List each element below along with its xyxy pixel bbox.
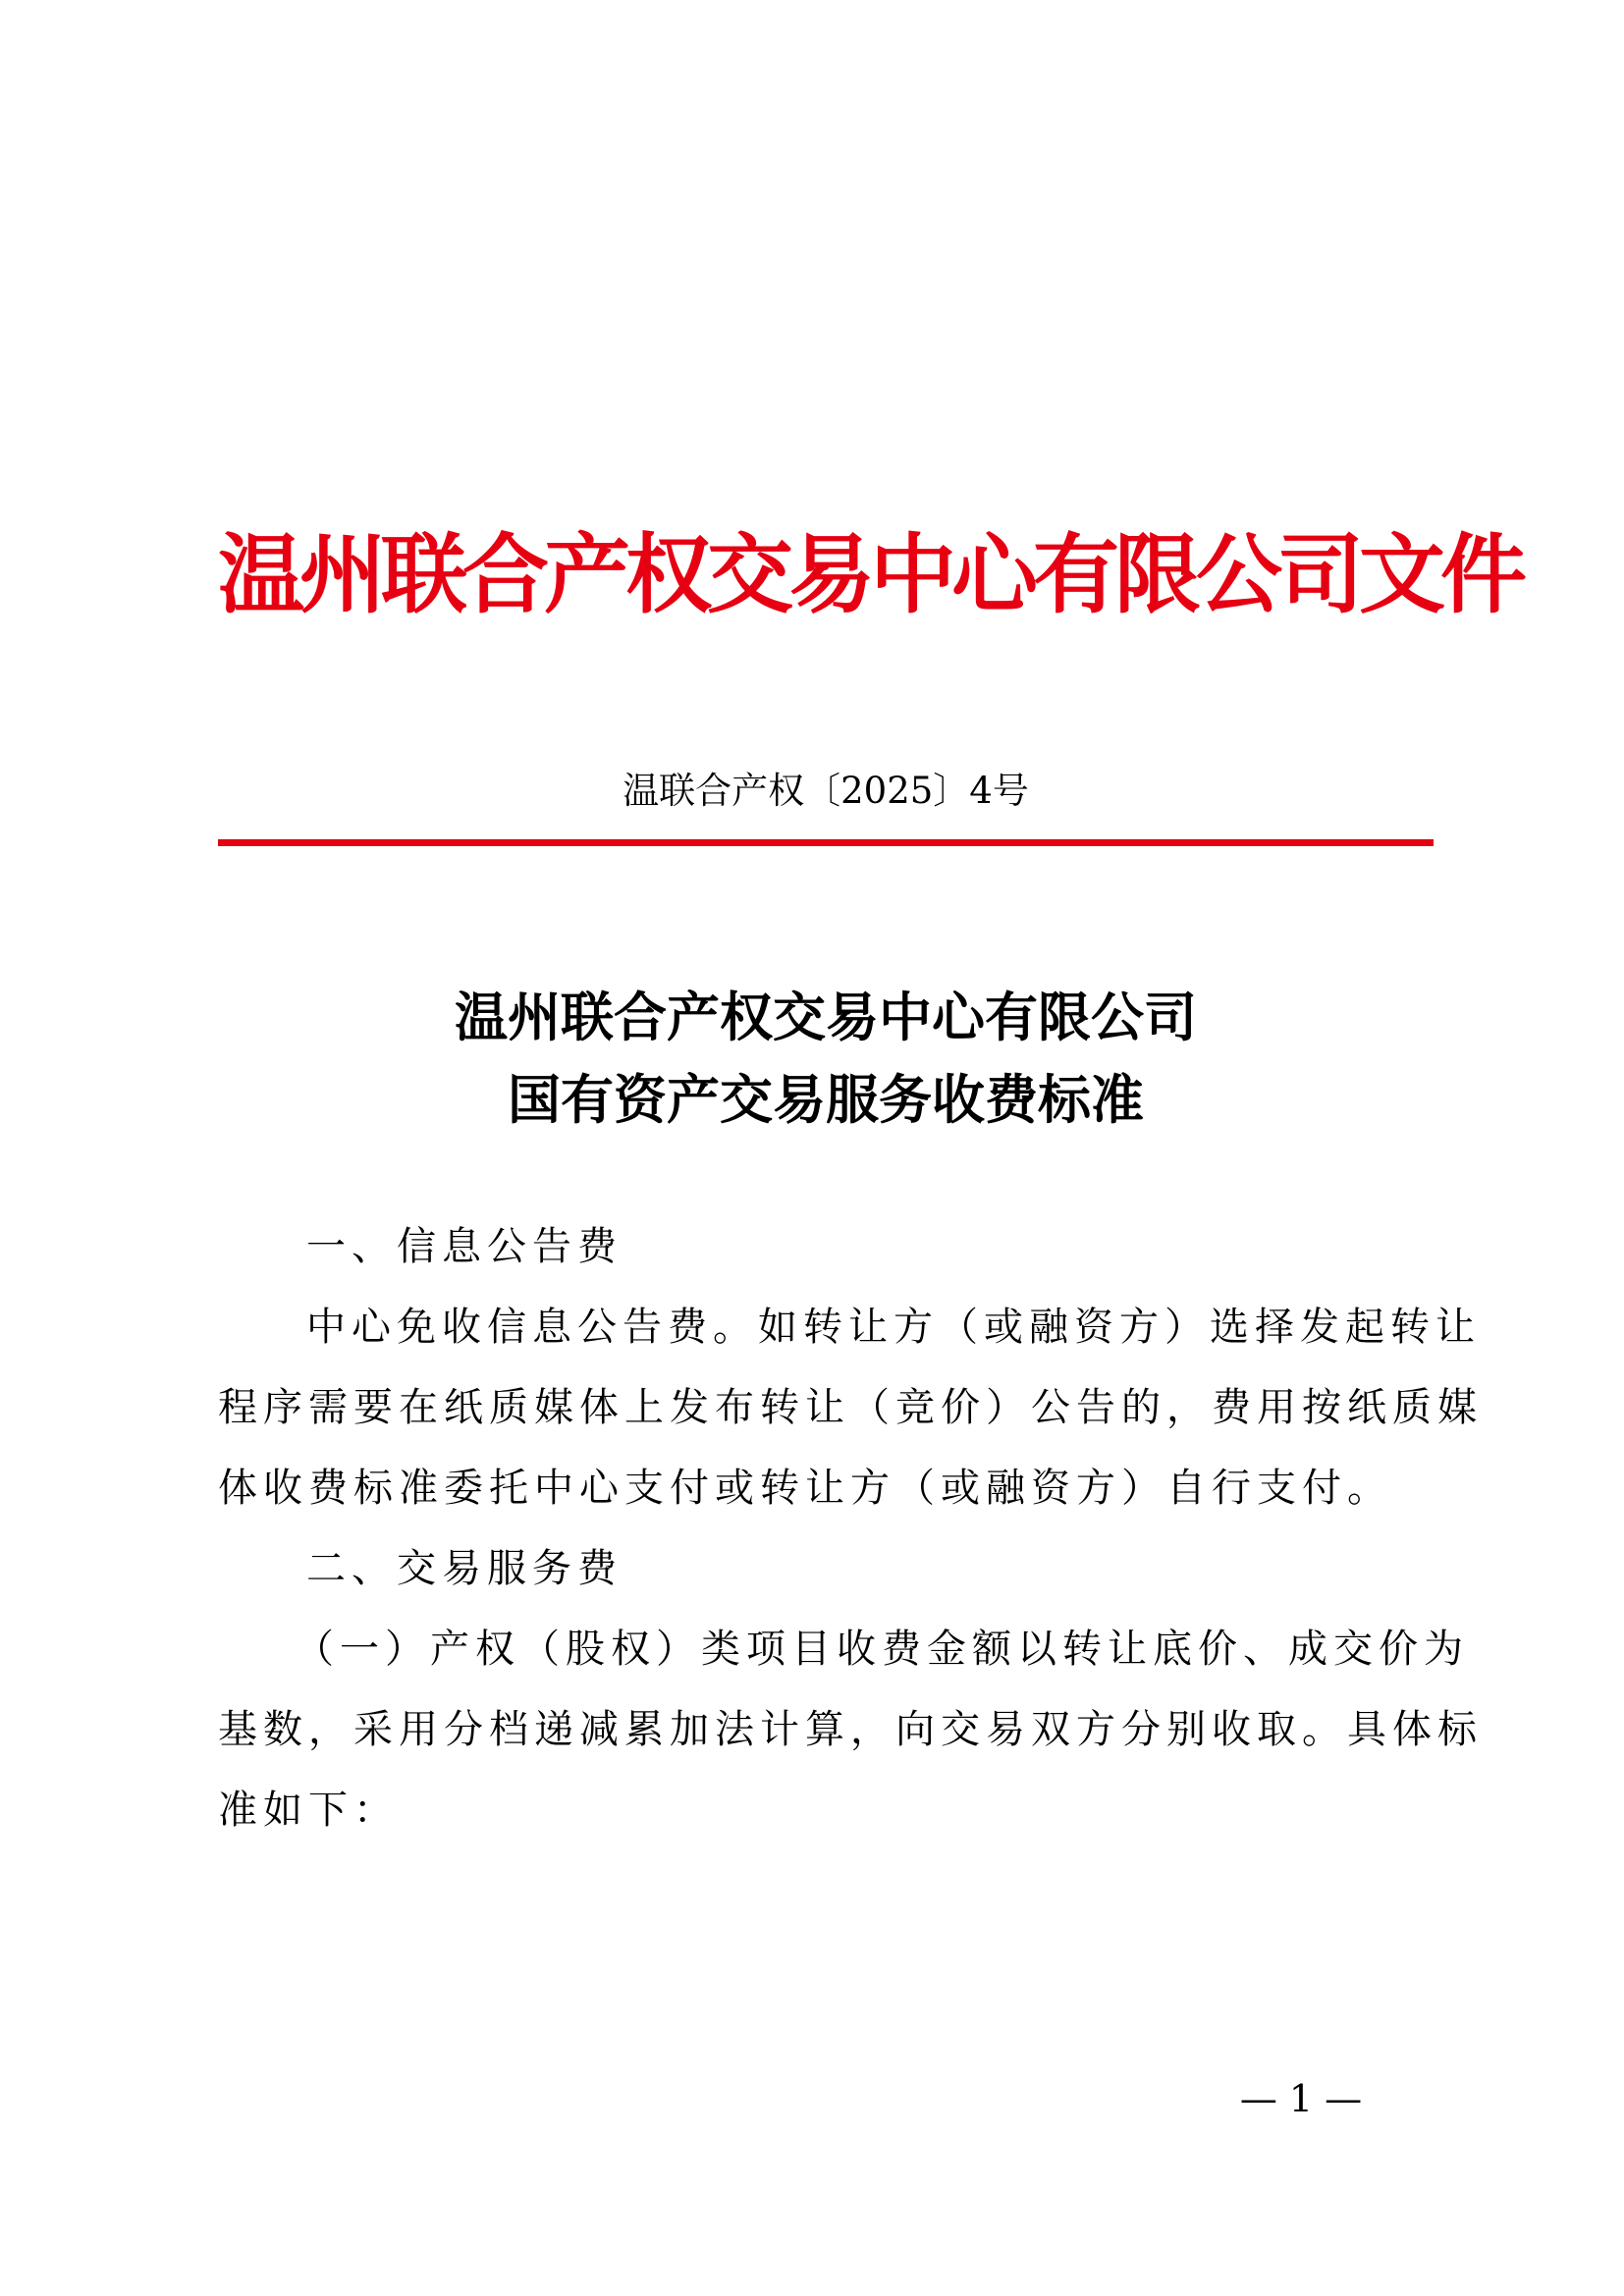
paragraph-line: 程序需要在纸质媒体上发布转让（竞价）公告的，费用按纸质媒 [218,1385,1483,1430]
paragraph-line: 基数，采用分档递减累加法计算，向交易双方分别收取。具体标 [218,1707,1483,1752]
organization-file-header: 温州联合产权交易中心有限公司文件 [218,523,1523,625]
section-heading-info-fee: 一、信息公告费 [306,1224,623,1269]
page-number: — 1 — [1239,2077,1363,2120]
document-number: 温联合产权〔2025〕4号 [623,770,1029,812]
paragraph-line: （一）产权（股权）类项目收费金额以转让底价、成交价为 [295,1627,1469,1672]
paragraph-line: 准如下： [218,1788,399,1833]
red-divider-line [218,839,1434,846]
paragraph-line: 体收费标准委托中心支付或转让方（或融资方）自行支付。 [218,1466,1392,1511]
document-title-line-1: 温州联合产权交易中心有限公司 [455,986,1197,1048]
paragraph-line: 中心免收信息公告费。如转让方（或融资方）选择发起转让 [306,1305,1481,1350]
section-heading-service-fee: 二、交易服务费 [306,1546,623,1591]
document-title-line-2: 国有资产交易服务收费标准 [508,1068,1144,1131]
